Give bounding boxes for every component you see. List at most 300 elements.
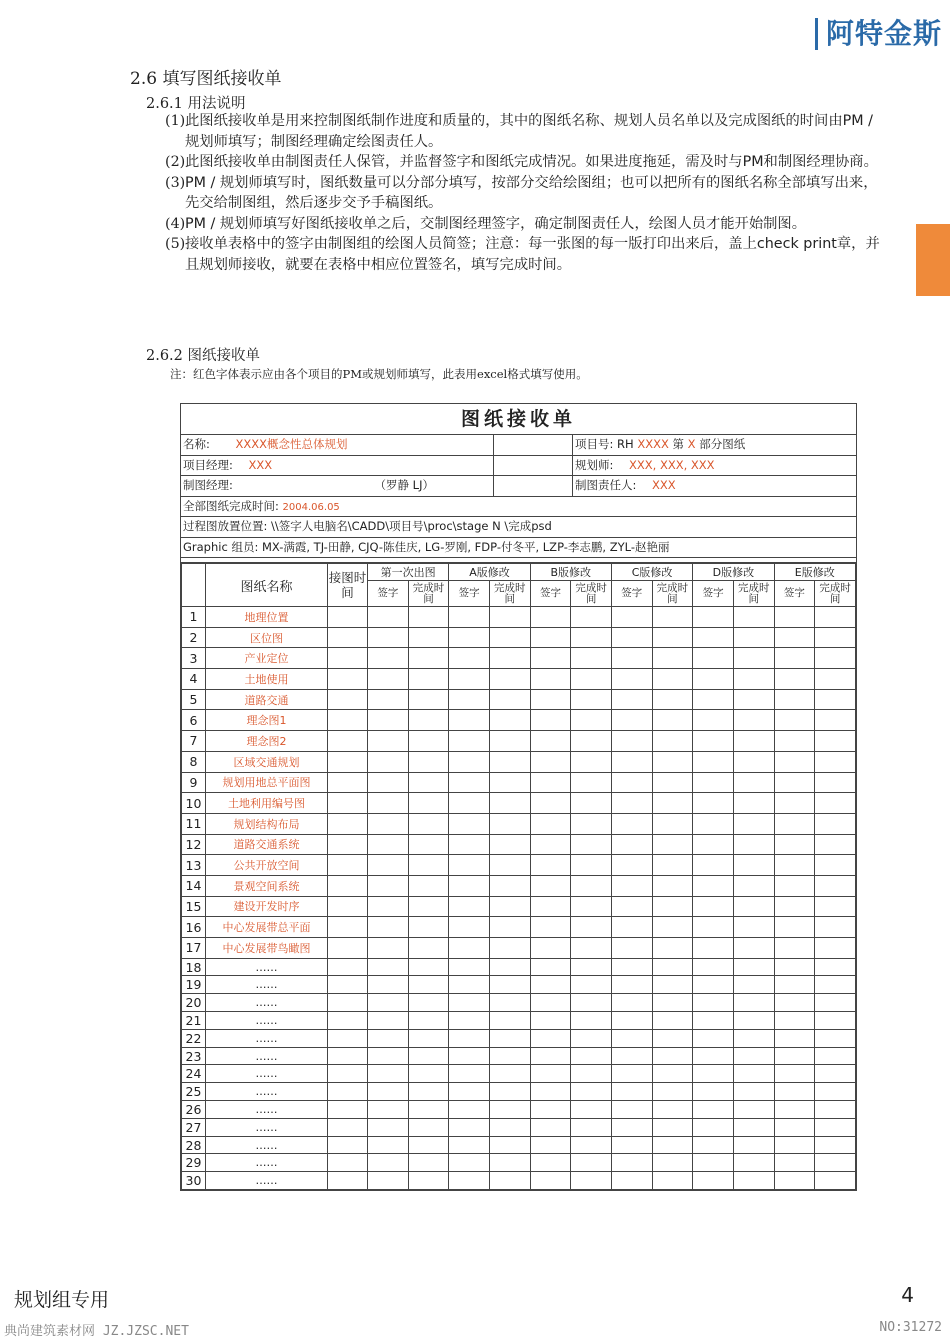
entry-cell[interactable] [408,938,449,959]
entry-cell[interactable] [815,917,856,938]
entry-cell[interactable] [328,1118,368,1136]
entry-cell[interactable] [733,834,774,855]
entry-cell[interactable] [733,1012,774,1030]
entry-cell[interactable] [530,958,571,976]
entry-cell[interactable] [693,994,734,1012]
entry-cell[interactable] [449,938,490,959]
entry-cell[interactable] [530,994,571,1012]
entry-cell[interactable] [733,855,774,876]
entry-cell[interactable] [368,1154,409,1172]
entry-cell[interactable] [815,1101,856,1119]
entry-cell[interactable] [368,710,409,731]
entry-cell[interactable] [449,772,490,793]
entry-cell[interactable] [733,1172,774,1190]
entry-cell[interactable] [368,772,409,793]
entry-cell[interactable] [693,689,734,710]
entry-cell[interactable] [652,1047,693,1065]
entry-cell[interactable] [530,1172,571,1190]
entry-cell[interactable] [449,855,490,876]
entry-cell[interactable] [652,1118,693,1136]
entry-cell[interactable] [449,875,490,896]
entry-cell[interactable] [652,813,693,834]
entry-cell[interactable] [368,855,409,876]
drawing-name-cell[interactable]: …… [206,1012,328,1030]
entry-cell[interactable] [611,813,652,834]
entry-cell[interactable] [368,1101,409,1119]
entry-cell[interactable] [611,938,652,959]
entry-cell[interactable] [530,689,571,710]
entry-cell[interactable] [571,917,612,938]
entry-cell[interactable] [530,669,571,690]
entry-cell[interactable] [449,994,490,1012]
entry-cell[interactable] [489,994,530,1012]
entry-cell[interactable] [774,1029,815,1047]
entry-cell[interactable] [693,627,734,648]
entry-cell[interactable] [693,875,734,896]
entry-cell[interactable] [368,1083,409,1101]
entry-cell[interactable] [571,1118,612,1136]
entry-cell[interactable] [733,813,774,834]
entry-cell[interactable] [652,896,693,917]
entry-cell[interactable] [530,1101,571,1119]
entry-cell[interactable] [408,627,449,648]
entry-cell[interactable] [328,751,368,772]
entry-cell[interactable] [368,1065,409,1083]
entry-cell[interactable] [530,834,571,855]
entry-cell[interactable] [408,834,449,855]
entry-cell[interactable] [733,627,774,648]
entry-cell[interactable] [408,813,449,834]
entry-cell[interactable] [611,1136,652,1154]
entry-cell[interactable] [815,751,856,772]
entry-cell[interactable] [408,917,449,938]
drawing-name-cell[interactable]: 道路交通 [206,689,328,710]
entry-cell[interactable] [571,710,612,731]
entry-cell[interactable] [733,751,774,772]
entry-cell[interactable] [652,731,693,752]
entry-cell[interactable] [328,1065,368,1083]
entry-cell[interactable] [815,627,856,648]
entry-cell[interactable] [611,710,652,731]
entry-cell[interactable] [774,813,815,834]
entry-cell[interactable] [489,627,530,648]
drawing-name-cell[interactable]: 景观空间系统 [206,875,328,896]
entry-cell[interactable] [733,689,774,710]
entry-cell[interactable] [328,731,368,752]
entry-cell[interactable] [489,772,530,793]
entry-cell[interactable] [408,648,449,669]
entry-cell[interactable] [571,1154,612,1172]
entry-cell[interactable] [530,855,571,876]
entry-cell[interactable] [489,689,530,710]
entry-cell[interactable] [652,958,693,976]
entry-cell[interactable] [693,731,734,752]
entry-cell[interactable] [571,607,612,628]
entry-cell[interactable] [408,1118,449,1136]
entry-cell[interactable] [571,751,612,772]
entry-cell[interactable] [530,1118,571,1136]
entry-cell[interactable] [774,772,815,793]
entry-cell[interactable] [733,1047,774,1065]
entry-cell[interactable] [774,1172,815,1190]
entry-cell[interactable] [571,772,612,793]
entry-cell[interactable] [733,994,774,1012]
entry-cell[interactable] [611,648,652,669]
entry-cell[interactable] [489,896,530,917]
entry-cell[interactable] [408,751,449,772]
entry-cell[interactable] [693,976,734,994]
entry-cell[interactable] [652,1136,693,1154]
entry-cell[interactable] [368,938,409,959]
entry-cell[interactable] [530,751,571,772]
entry-cell[interactable] [815,648,856,669]
entry-cell[interactable] [611,1172,652,1190]
entry-cell[interactable] [530,896,571,917]
entry-cell[interactable] [449,1083,490,1101]
entry-cell[interactable] [693,1029,734,1047]
entry-cell[interactable] [611,772,652,793]
entry-cell[interactable] [611,1065,652,1083]
entry-cell[interactable] [774,1083,815,1101]
drawing-name-cell[interactable]: …… [206,1118,328,1136]
entry-cell[interactable] [571,875,612,896]
entry-cell[interactable] [693,772,734,793]
drawing-name-cell[interactable]: 理念图2 [206,731,328,752]
entry-cell[interactable] [774,710,815,731]
entry-cell[interactable] [449,1154,490,1172]
drawing-name-cell[interactable]: 建设开发时序 [206,896,328,917]
entry-cell[interactable] [408,1047,449,1065]
entry-cell[interactable] [530,772,571,793]
entry-cell[interactable] [693,1154,734,1172]
drawing-name-cell[interactable]: 规划结构布局 [206,813,328,834]
entry-cell[interactable] [449,627,490,648]
entry-cell[interactable] [774,648,815,669]
entry-cell[interactable] [489,1012,530,1030]
drawing-name-cell[interactable]: 产业定位 [206,648,328,669]
entry-cell[interactable] [328,607,368,628]
entry-cell[interactable] [328,1012,368,1030]
entry-cell[interactable] [489,875,530,896]
entry-cell[interactable] [368,976,409,994]
drawing-name-cell[interactable]: …… [206,1047,328,1065]
entry-cell[interactable] [449,1012,490,1030]
entry-cell[interactable] [571,793,612,814]
entry-cell[interactable] [611,1101,652,1119]
entry-cell[interactable] [774,607,815,628]
entry-cell[interactable] [408,607,449,628]
drawing-name-cell[interactable]: …… [206,994,328,1012]
entry-cell[interactable] [408,875,449,896]
entry-cell[interactable] [408,710,449,731]
entry-cell[interactable] [693,751,734,772]
entry-cell[interactable] [652,1065,693,1083]
entry-cell[interactable] [611,669,652,690]
drawing-name-cell[interactable]: 地理位置 [206,607,328,628]
entry-cell[interactable] [611,689,652,710]
entry-cell[interactable] [489,1083,530,1101]
entry-cell[interactable] [815,1065,856,1083]
entry-cell[interactable] [774,1047,815,1065]
entry-cell[interactable] [530,731,571,752]
entry-cell[interactable] [408,1101,449,1119]
entry-cell[interactable] [408,1065,449,1083]
entry-cell[interactable] [815,689,856,710]
entry-cell[interactable] [815,710,856,731]
entry-cell[interactable] [328,1029,368,1047]
entry-cell[interactable] [328,1154,368,1172]
entry-cell[interactable] [449,976,490,994]
entry-cell[interactable] [774,689,815,710]
entry-cell[interactable] [733,917,774,938]
drawing-name-cell[interactable]: …… [206,1154,328,1172]
entry-cell[interactable] [571,976,612,994]
drawing-name-cell[interactable]: 理念图1 [206,710,328,731]
entry-cell[interactable] [530,607,571,628]
entry-cell[interactable] [571,1172,612,1190]
entry-cell[interactable] [815,1083,856,1101]
entry-cell[interactable] [774,627,815,648]
entry-cell[interactable] [652,855,693,876]
entry-cell[interactable] [774,855,815,876]
entry-cell[interactable] [328,938,368,959]
entry-cell[interactable] [489,1047,530,1065]
entry-cell[interactable] [449,793,490,814]
entry-cell[interactable] [611,793,652,814]
entry-cell[interactable] [530,1012,571,1030]
entry-cell[interactable] [530,875,571,896]
entry-cell[interactable] [489,793,530,814]
entry-cell[interactable] [530,710,571,731]
entry-cell[interactable] [733,1136,774,1154]
entry-cell[interactable] [652,1172,693,1190]
entry-cell[interactable] [733,938,774,959]
entry-cell[interactable] [611,917,652,938]
entry-cell[interactable] [733,1101,774,1119]
entry-cell[interactable] [328,994,368,1012]
entry-cell[interactable] [449,834,490,855]
entry-cell[interactable] [611,627,652,648]
entry-cell[interactable] [815,793,856,814]
entry-cell[interactable] [693,917,734,938]
entry-cell[interactable] [449,689,490,710]
entry-cell[interactable] [571,1083,612,1101]
entry-cell[interactable] [815,1172,856,1190]
entry-cell[interactable] [328,627,368,648]
entry-cell[interactable] [611,751,652,772]
entry-cell[interactable] [611,875,652,896]
entry-cell[interactable] [815,958,856,976]
entry-cell[interactable] [652,1154,693,1172]
entry-cell[interactable] [530,627,571,648]
entry-cell[interactable] [611,1047,652,1065]
entry-cell[interactable] [571,689,612,710]
entry-cell[interactable] [530,1136,571,1154]
entry-cell[interactable] [408,689,449,710]
entry-cell[interactable] [368,1136,409,1154]
entry-cell[interactable] [815,731,856,752]
entry-cell[interactable] [733,607,774,628]
entry-cell[interactable] [611,855,652,876]
entry-cell[interactable] [815,1154,856,1172]
entry-cell[interactable] [652,751,693,772]
entry-cell[interactable] [530,1154,571,1172]
entry-cell[interactable] [611,607,652,628]
entry-cell[interactable] [693,855,734,876]
entry-cell[interactable] [774,1154,815,1172]
entry-cell[interactable] [368,1047,409,1065]
entry-cell[interactable] [733,793,774,814]
entry-cell[interactable] [489,1029,530,1047]
entry-cell[interactable] [733,1154,774,1172]
entry-cell[interactable] [774,1012,815,1030]
entry-cell[interactable] [693,669,734,690]
drawing-name-cell[interactable]: 中心发展带总平面 [206,917,328,938]
entry-cell[interactable] [693,813,734,834]
entry-cell[interactable] [815,976,856,994]
entry-cell[interactable] [489,1101,530,1119]
entry-cell[interactable] [449,896,490,917]
entry-cell[interactable] [449,813,490,834]
entry-cell[interactable] [571,1065,612,1083]
entry-cell[interactable] [652,1029,693,1047]
entry-cell[interactable] [368,669,409,690]
entry-cell[interactable] [815,896,856,917]
entry-cell[interactable] [530,1083,571,1101]
entry-cell[interactable] [733,1029,774,1047]
entry-cell[interactable] [408,994,449,1012]
entry-cell[interactable] [489,1172,530,1190]
entry-cell[interactable] [693,958,734,976]
drawing-name-cell[interactable]: 中心发展带鸟瞰图 [206,938,328,959]
entry-cell[interactable] [652,772,693,793]
entry-cell[interactable] [693,1118,734,1136]
entry-cell[interactable] [571,731,612,752]
entry-cell[interactable] [693,1083,734,1101]
entry-cell[interactable] [489,855,530,876]
entry-cell[interactable] [774,834,815,855]
entry-cell[interactable] [693,793,734,814]
entry-cell[interactable] [774,917,815,938]
entry-cell[interactable] [652,669,693,690]
entry-cell[interactable] [408,855,449,876]
entry-cell[interactable] [652,607,693,628]
entry-cell[interactable] [489,710,530,731]
entry-cell[interactable] [815,875,856,896]
entry-cell[interactable] [774,1136,815,1154]
entry-cell[interactable] [328,958,368,976]
entry-cell[interactable] [489,1136,530,1154]
entry-cell[interactable] [449,1118,490,1136]
entry-cell[interactable] [815,1029,856,1047]
entry-cell[interactable] [652,917,693,938]
entry-cell[interactable] [489,1154,530,1172]
entry-cell[interactable] [328,1047,368,1065]
entry-cell[interactable] [328,855,368,876]
entry-cell[interactable] [571,813,612,834]
entry-cell[interactable] [328,917,368,938]
entry-cell[interactable] [328,793,368,814]
entry-cell[interactable] [328,896,368,917]
drawing-name-cell[interactable]: …… [206,1065,328,1083]
entry-cell[interactable] [774,751,815,772]
entry-cell[interactable] [489,751,530,772]
entry-cell[interactable] [449,669,490,690]
entry-cell[interactable] [530,938,571,959]
entry-cell[interactable] [408,731,449,752]
entry-cell[interactable] [571,1012,612,1030]
entry-cell[interactable] [611,976,652,994]
entry-cell[interactable] [368,751,409,772]
entry-cell[interactable] [652,875,693,896]
drawing-name-cell[interactable]: 规划用地总平面图 [206,772,328,793]
entry-cell[interactable] [733,875,774,896]
entry-cell[interactable] [328,1136,368,1154]
entry-cell[interactable] [449,1029,490,1047]
entry-cell[interactable] [328,772,368,793]
entry-cell[interactable] [611,1083,652,1101]
entry-cell[interactable] [815,855,856,876]
entry-cell[interactable] [368,627,409,648]
entry-cell[interactable] [571,1136,612,1154]
entry-cell[interactable] [693,1012,734,1030]
entry-cell[interactable] [652,994,693,1012]
entry-cell[interactable] [328,813,368,834]
entry-cell[interactable] [774,958,815,976]
entry-cell[interactable] [530,648,571,669]
entry-cell[interactable] [571,627,612,648]
entry-cell[interactable] [774,731,815,752]
entry-cell[interactable] [530,793,571,814]
entry-cell[interactable] [733,669,774,690]
entry-cell[interactable] [733,896,774,917]
entry-cell[interactable] [489,938,530,959]
entry-cell[interactable] [774,938,815,959]
entry-cell[interactable] [368,648,409,669]
entry-cell[interactable] [328,669,368,690]
entry-cell[interactable] [774,976,815,994]
drawing-name-cell[interactable]: …… [206,958,328,976]
entry-cell[interactable] [449,1136,490,1154]
entry-cell[interactable] [530,976,571,994]
entry-cell[interactable] [815,834,856,855]
entry-cell[interactable] [449,648,490,669]
entry-cell[interactable] [368,689,409,710]
entry-cell[interactable] [571,958,612,976]
entry-cell[interactable] [368,1118,409,1136]
entry-cell[interactable] [774,875,815,896]
entry-cell[interactable] [815,994,856,1012]
entry-cell[interactable] [693,1101,734,1119]
entry-cell[interactable] [489,648,530,669]
entry-cell[interactable] [815,772,856,793]
entry-cell[interactable] [611,1029,652,1047]
entry-cell[interactable] [449,1101,490,1119]
entry-cell[interactable] [368,896,409,917]
entry-cell[interactable] [774,669,815,690]
entry-cell[interactable] [571,994,612,1012]
entry-cell[interactable] [815,813,856,834]
entry-cell[interactable] [815,607,856,628]
entry-cell[interactable] [368,958,409,976]
entry-cell[interactable] [652,1012,693,1030]
entry-cell[interactable] [408,1012,449,1030]
entry-cell[interactable] [449,731,490,752]
entry-cell[interactable] [571,896,612,917]
entry-cell[interactable] [693,648,734,669]
entry-cell[interactable] [733,976,774,994]
entry-cell[interactable] [652,938,693,959]
